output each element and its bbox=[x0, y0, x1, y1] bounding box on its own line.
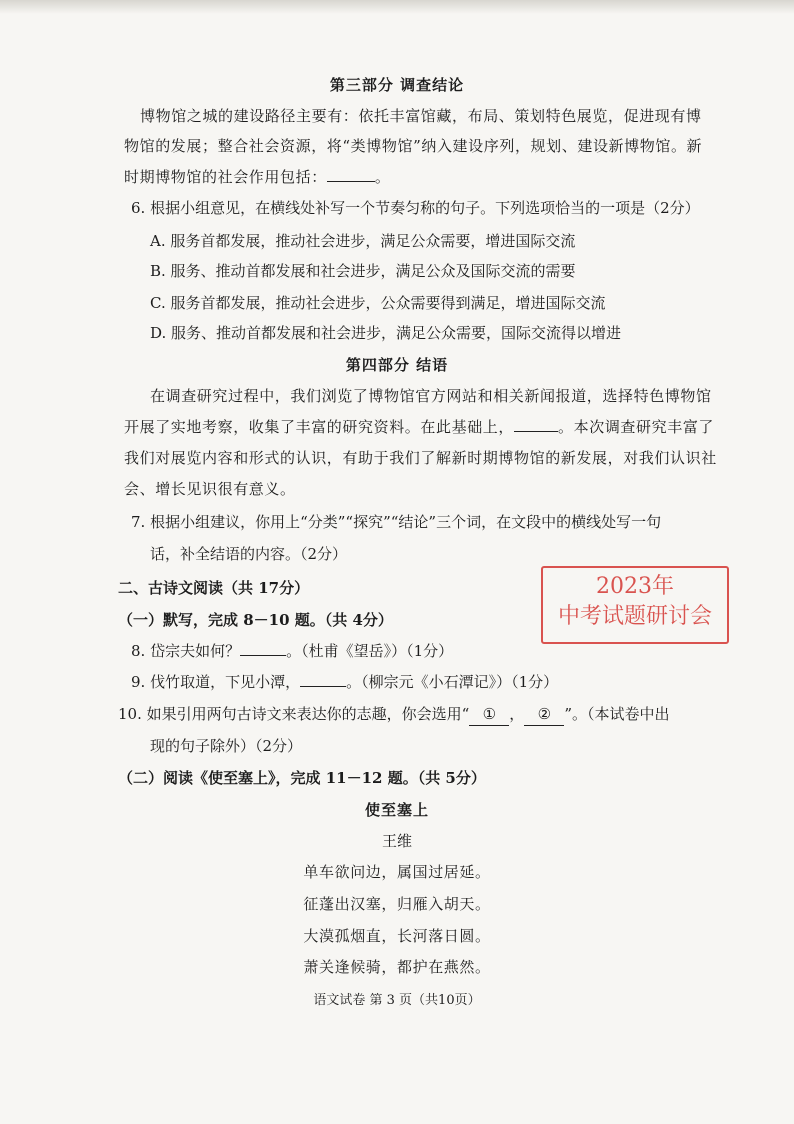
scan-shadow bbox=[0, 0, 794, 14]
poem-title: 使至塞上 bbox=[364, 801, 429, 819]
part4-paragraph-line1: 在调查研究过程中，我们浏览了博物馆官方网站和相关新闻报道，选择特色博物馆 bbox=[150, 387, 712, 405]
part3-paragraph-line2: 物馆的发展；整合社会资源，将“类博物馆”纳入建设序列，规划、建设新博物馆。新 bbox=[124, 137, 703, 155]
answer-blank[interactable] bbox=[327, 167, 375, 182]
question-7-line1: 7. 根据小组建议，你用上“分类”“探究”“结论”三个词，在文段中的横线处写一句 bbox=[131, 513, 662, 531]
part3-paragraph-line1: 博物馆之城的建设路径主要有：依托丰富馆藏，布局、策划特色展览，促进现有博 bbox=[140, 107, 702, 125]
part4-paragraph-line3: 我们对展览内容和形式的认识，有助于我们了解新时期博物馆的新发展，对我们认识社 bbox=[124, 449, 717, 467]
question-10-comma: ， bbox=[509, 705, 525, 723]
question-6-option-b: B. 服务、推动首都发展和社会进步，满足公众及国际交流的需要 bbox=[150, 262, 576, 280]
section-2-part2-heading: （二）阅读《使至塞上》，完成 11－12 题。（共 5分） bbox=[118, 769, 486, 787]
section-2-title: 二、古诗文阅读（共 17分） bbox=[118, 579, 310, 597]
question-6-stem: 6. 根据小组意见，在横线处补写一个节奏匀称的句子。下列选项恰当的一项是（2分） bbox=[131, 199, 700, 217]
part3-line3-text: 时期博物馆的社会作用包括： bbox=[124, 168, 327, 186]
part4-paragraph-line2 bbox=[124, 416, 714, 438]
question-9-text: 9. 伐竹取道，下见小潭， bbox=[131, 673, 301, 691]
part3-paragraph-line3 bbox=[124, 166, 390, 188]
question-10-text: 10. 如果引用两句古诗文来表达你的志趣，你会选用“ bbox=[118, 705, 470, 723]
part4-paragraph-line4: 会、增长见识很有意义。 bbox=[124, 480, 296, 498]
question-8 bbox=[131, 640, 453, 662]
question-7-line2: 话，补全结语的内容。（2分） bbox=[150, 545, 348, 563]
answer-blank-2[interactable]: ② bbox=[524, 703, 564, 726]
poem-line-2: 征蓬出汉塞，归雁入胡天。 bbox=[303, 895, 491, 913]
page-footer: 语文试卷 第 3 页（共10页） bbox=[313, 993, 481, 1008]
question-8-text: 8. 岱宗夫如何？ bbox=[131, 642, 241, 660]
part4-title: 第四部分 结语 bbox=[345, 356, 449, 374]
watermark-stamp bbox=[541, 566, 729, 644]
part4-line2-text: 开展了实地考察，收集了丰富的研究资料。在此基础上， bbox=[124, 418, 515, 436]
question-10-line1 bbox=[118, 703, 669, 726]
poem-line-4: 萧关逢候骑，都护在燕然。 bbox=[303, 958, 491, 976]
question-10-line2: 现的句子除外）（2分） bbox=[150, 737, 303, 755]
poem-line-1: 单车欲问边，属国过居延。 bbox=[303, 863, 491, 881]
question-6-option-d: D. 服务、推动首都发展和社会进步，满足公众需要，国际交流得以增进 bbox=[150, 324, 622, 342]
part3-title: 第三部分 调查结论 bbox=[329, 76, 465, 94]
question-10-suffix: ”。（本试卷中出 bbox=[564, 705, 670, 723]
question-6-option-c: C. 服务首都发展，推动社会进步，公众需要得到满足，增进国际交流 bbox=[150, 294, 606, 312]
answer-blank-1[interactable]: ① bbox=[469, 703, 509, 726]
section-2-part1-heading: （一）默写，完成 8－10 题。（共 4分） bbox=[118, 611, 393, 629]
question-9-source: 。（柳宗元《小石潭记》）（1分） bbox=[346, 673, 559, 691]
question-9 bbox=[131, 671, 558, 693]
part4-line2-end: 。本次调查研究丰富了 bbox=[558, 418, 715, 436]
question-8-source: 。（杜甫《望岳》）（1分） bbox=[286, 642, 454, 660]
answer-blank[interactable] bbox=[514, 417, 558, 432]
question-6-option-a: A. 服务首都发展，推动社会进步，满足公众需要，增进国际交流 bbox=[150, 232, 576, 250]
poem-author: 王维 bbox=[381, 832, 412, 850]
poem-line-3: 大漠孤烟直，长河落日圆。 bbox=[303, 927, 491, 945]
stamp-title: 中考试题研讨会 bbox=[557, 604, 712, 629]
answer-blank[interactable] bbox=[240, 641, 286, 656]
answer-blank[interactable] bbox=[300, 672, 346, 687]
stamp-year: 2023年 bbox=[596, 574, 674, 599]
part3-line3-end: 。 bbox=[374, 168, 391, 186]
